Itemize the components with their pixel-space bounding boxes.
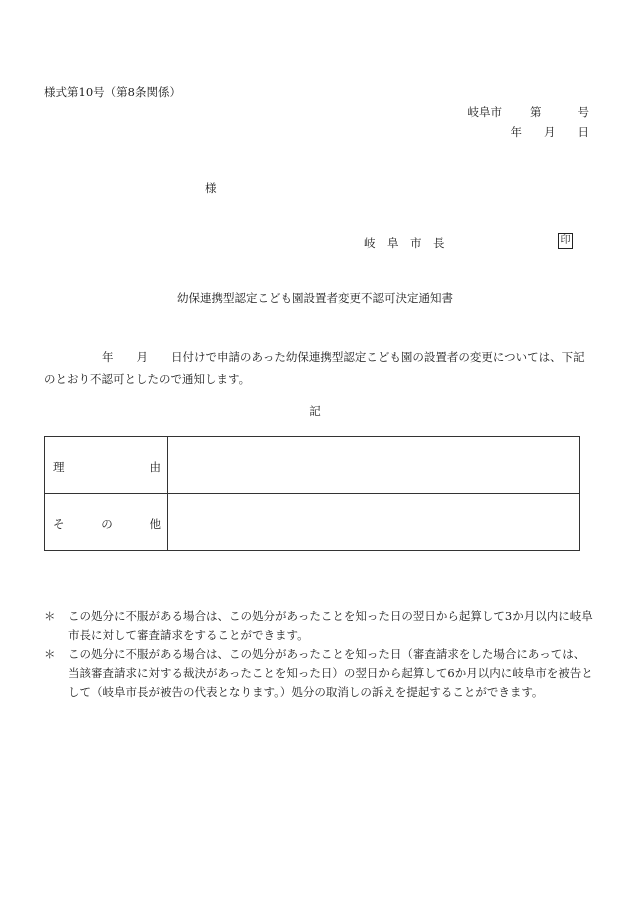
issue-date <box>511 124 590 140</box>
note-text: この処分に不服がある場合は、この処分があったことを知った日（審査請求をした場合にあっては、当該審査請求に対する裁決があったことを知った日）の翌日から起算して6か月以内に岐阜市を被告として（岐阜市長が被告の代表となります。）処分の取消しの訴えを提起することができます。 <box>68 647 593 699</box>
date-day: 日 <box>577 125 589 139</box>
details-table <box>44 436 580 551</box>
doc-number-go: 号 <box>577 105 589 119</box>
note-item <box>44 607 596 645</box>
seal-mark: 印 <box>558 233 573 249</box>
doc-number-city: 岐阜市 <box>467 105 502 119</box>
addressee-honorific: 様 <box>205 181 217 195</box>
table-row-reason <box>45 437 580 494</box>
label-char: 理 <box>53 460 65 474</box>
table-row-other <box>45 494 580 551</box>
date-year: 年 <box>510 125 522 139</box>
value-cell-reason <box>168 437 580 494</box>
label-char: 由 <box>149 460 161 474</box>
document-number <box>468 104 590 120</box>
ki-heading: 記 <box>309 404 321 418</box>
document-title: 幼保連携型認定こども園設置者変更不認可決定通知書 <box>177 291 453 305</box>
doc-number-dai: 第 <box>530 105 542 119</box>
body-paragraph: 年 月 日付けで申請のあった幼保連携型認定こども園の設置者の変更については、下記のとおり不認可としたので通知します。 <box>44 350 585 386</box>
value-cell-other <box>168 494 580 551</box>
label-char: そ <box>53 517 65 531</box>
issuer-mayor: 岐 阜 市 長 <box>364 236 445 250</box>
date-month: 月 <box>544 125 556 139</box>
label-char: の <box>101 517 113 531</box>
note-text: この処分に不服がある場合は、この処分があったことを知った日の翌日から起算して3か月以内に岐阜市長に対して審査請求をすることができます。 <box>68 609 593 642</box>
label-cell-other <box>45 494 168 551</box>
note-item <box>44 645 596 702</box>
note-asterisk: ＊ <box>44 647 56 661</box>
notes <box>44 607 596 702</box>
label-char: 他 <box>149 517 161 531</box>
label-cell-reason <box>45 437 168 494</box>
note-asterisk: ＊ <box>44 609 56 623</box>
form-number: 様式第10号（第8条関係） <box>44 85 181 99</box>
